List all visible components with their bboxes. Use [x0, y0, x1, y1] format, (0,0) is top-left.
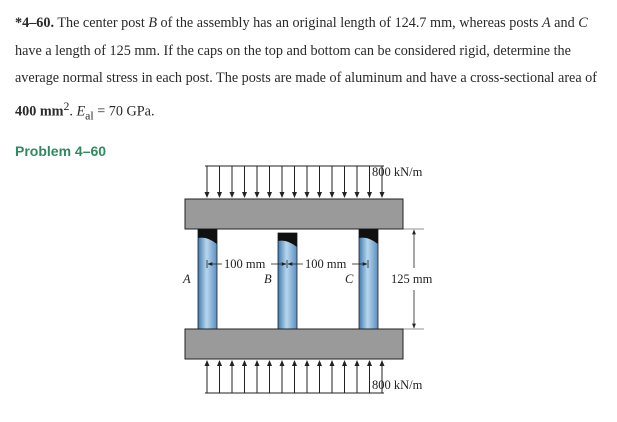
load-arrow-head: [305, 360, 310, 366]
load-arrow-head: [317, 192, 322, 198]
post-b-ref: B: [148, 15, 157, 31]
dim-height-label: 125 mm: [391, 272, 433, 286]
problem-caption: Problem 4–60: [15, 143, 107, 159]
load-arrow-head: [280, 360, 285, 366]
load-arrow-head: [330, 192, 335, 198]
load-arrow-head: [280, 192, 285, 198]
load-arrow-head: [330, 360, 335, 366]
load-arrow-head: [255, 192, 260, 198]
load-arrow-head: [205, 192, 210, 198]
post-a: [198, 229, 217, 329]
post-c: [359, 229, 378, 329]
top-cap: [185, 199, 403, 229]
label-c: C: [345, 272, 354, 286]
load-arrow-head: [305, 192, 310, 198]
bottom-load-arrows: [205, 360, 385, 393]
load-arrow-head: [242, 360, 247, 366]
load-arrow-head: [267, 192, 272, 198]
load-arrow-head: [380, 192, 385, 198]
post-c-ref: C: [578, 15, 588, 31]
load-arrow-head: [217, 360, 222, 366]
load-arrow-head: [205, 360, 210, 366]
load-arrow-head: [342, 192, 347, 198]
modulus-subscript: al: [85, 108, 94, 123]
load-arrow-head: [367, 192, 372, 198]
load-arrow-head: [317, 360, 322, 366]
load-arrow-head: [342, 360, 347, 366]
load-arrow-head: [355, 360, 360, 366]
dim-left-label: 100 mm: [224, 257, 266, 271]
load-arrow-head: [380, 360, 385, 366]
bottom-load-label: 800 kN/m: [372, 378, 423, 392]
dim-right-label: 100 mm: [305, 257, 347, 271]
top-load-arrows: [205, 166, 385, 198]
post-b: [278, 233, 297, 329]
load-arrow-head: [255, 360, 260, 366]
modulus-value: = 70 GPa.: [93, 103, 155, 120]
post-a-ref: A: [541, 15, 551, 31]
statement-part-3: and: [550, 15, 579, 31]
label-a: A: [183, 272, 191, 286]
area-exponent: 2: [63, 98, 70, 113]
load-arrow-head: [367, 360, 372, 366]
load-arrow-head: [292, 192, 297, 198]
load-arrow-head: [242, 192, 247, 198]
load-arrow-head: [355, 192, 360, 198]
modulus-symbol: E: [76, 103, 86, 120]
load-arrow-head: [292, 360, 297, 366]
bottom-cap: [185, 329, 403, 359]
load-arrow-head: [267, 360, 272, 366]
label-b: B: [264, 272, 272, 286]
area-value: 400 mm: [15, 103, 64, 120]
statement-part-1: The center post: [57, 15, 149, 31]
top-load-label: 800 kN/m: [372, 165, 423, 179]
statement-part-2: of the assembly has an original length of 124.7 mm, whereas posts: [156, 15, 542, 31]
load-arrow-head: [217, 192, 222, 198]
problem-number: *4–60.: [15, 15, 55, 31]
statement-part-5: .: [69, 103, 77, 120]
load-arrow-head: [230, 360, 235, 366]
load-arrow-head: [230, 192, 235, 198]
statement-part-4: have a length of 125 mm. If the caps on the top and bottom can be considered rigid, determine the average normal stress in each post. The posts are made of aluminum and have a cross-sectional area of: [15, 42, 597, 86]
